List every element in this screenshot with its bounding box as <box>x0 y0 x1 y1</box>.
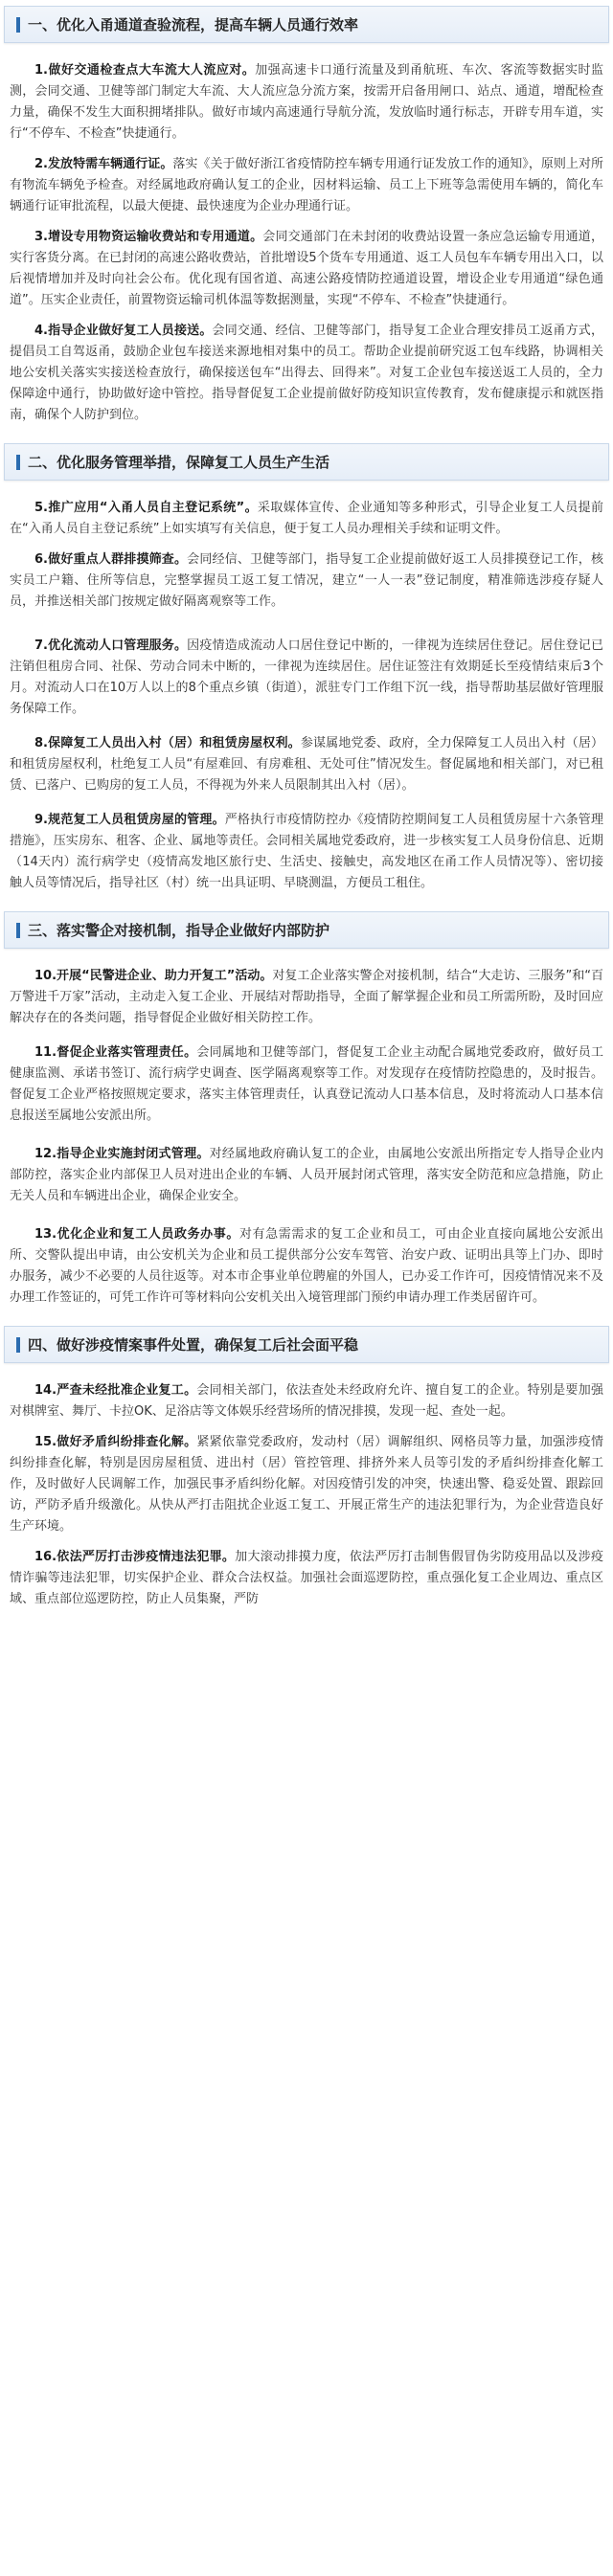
paragraph-lead: 3.增设专用物资运输收费站和专用通道。 <box>34 230 263 244</box>
paragraph-14 <box>10 1380 603 1422</box>
section-heading-3 <box>4 911 609 949</box>
heading-accent-bar <box>16 455 20 470</box>
paragraph-body: 加大滚动排摸力度，依法严厉打击制售假冒伪劣防疫用品以及涉疫情诈骗等违法犯罪，切实保护企业、群众合法权益。加强社会面巡逻防控，重点强化复工企业周边、重点区域、重点部位巡逻防控，防止人员集聚，严防 <box>10 1550 603 1606</box>
paragraph-10 <box>10 966 603 1029</box>
section-heading-text: 一、优化入甬通道查验流程，提高车辆人员通行效率 <box>28 16 359 34</box>
paragraph-lead: 2.发放特需车辆通行证。 <box>34 157 173 171</box>
paragraph-body: 会同属地和卫健等部门，督促复工企业主动配合属地党委政府，做好员工健康监测、承诺书签订、流行病学史调查、医学隔离观察等工作。对发现存在疫情防控隐患的，及时报告。督促复工企业严格按照规定要求，落实主体管理责任，认真登记流动人口基本信息，及时将流动人口基本信息报送至属地公安派出所。 <box>10 1045 603 1123</box>
paragraph-2 <box>10 154 603 217</box>
paragraph-body: 采取媒体宣传、企业通知等多种形式，引导企业复工人员提前在“入甬人员自主登记系统”上如实填写有关信息，便于复工人员办理相关手续和证明文件。 <box>10 501 603 536</box>
paragraph-body: 会同交通、经信、卫健等部门，指导复工企业合理安排员工返甬方式，提倡员工自驾返甬，鼓励企业包车接送来源地相对集中的员工。帮助企业提前研究返工包车线路，协调相关地公安机关落实实接送检查放行，确保接送包车“出得去、回得来”。对复工企业包车接送返工人员的，全力保障途中通行，协助做好途中管控。指导督促复工企业提前做好防疫知识宣传教育，发布健康提示和就医指南，确保个人防护到位。 <box>10 324 603 422</box>
section-heading-1 <box>4 6 609 43</box>
paragraph-body: 对有急需需求的复工企业和员工，可由企业直接向属地公安派出所、交警队提出申请，由公安机关为企业和员工提供部分公安车驾管、治安户政、证明出具等上门办、即时办服务，减少不必要的人员往返等。对本市企事业单位聘雇的外国人，已办妥工作许可，因疫情情况来不及办理工作签证的，可凭工作许可等材料向公安机关出入境管理部门预约申请办理工作类居留许可。 <box>10 1227 603 1305</box>
heading-accent-bar <box>16 1337 20 1353</box>
paragraph-lead: 16.依法严厉打击涉疫情违法犯罪。 <box>34 1550 236 1564</box>
paragraph-lead: 6.做好重点人群排摸筛查。 <box>34 552 188 567</box>
paragraph-lead: 7.优化流动人口管理服务。 <box>34 638 188 653</box>
paragraph-lead: 14.严查未经批准企业复工。 <box>34 1383 197 1398</box>
paragraph-15 <box>10 1432 603 1537</box>
heading-accent-bar <box>16 17 20 33</box>
paragraph-lead: 11.督促企业落实管理责任。 <box>34 1045 197 1060</box>
paragraph-lead: 12.指导企业实施封闭式管理。 <box>34 1147 210 1161</box>
paragraph-4 <box>10 321 603 426</box>
paragraph-lead: 13.优化企业和复工人员政务办事。 <box>34 1227 239 1242</box>
paragraph-5 <box>10 498 603 540</box>
paragraph-body: 加强高速卡口通行流量及到甬航班、车次、客流等数据实时监测，会同交通、卫健等部门制定大车流、大人流应急分流方案，按需开启备用闸口、站点、通道，增配检查力量，确保不发生大面积拥堵排队。做好市域内高速通行导航分流，发放临时通行标志，开辟专用车道，实行“不停车、不检查”快捷通行。 <box>10 63 603 141</box>
paragraph-11 <box>10 1042 603 1127</box>
paragraph-lead: 9.规范复工人员租赁房屋的管理。 <box>34 813 225 827</box>
section-heading-text: 三、落实警企对接机制，指导企业做好内部防护 <box>28 922 330 939</box>
section-heading-text: 四、做好涉疫情案事件处置，确保复工后社会面平稳 <box>28 1336 359 1354</box>
paragraph-body: 落实《关于做好浙江省疫情防控车辆专用通行证发放工作的通知》，原则上对所有物流车辆免予检查。对经属地政府确认复工的企业，因材料运输、员工上下班等急需使用车辆的，简化车辆通行证审批流程，以最大便捷、最快速度为企业办理通行证。 <box>10 157 603 213</box>
paragraph-lead: 4.指导企业做好复工人员接送。 <box>34 324 213 338</box>
paragraph-body: 因疫情造成流动人口居住登记中断的，一律视为连续居住登记。居住登记已注销但租房合同、社保、劳动合同未中断的，一律视为连续居住。居住证签注有效期延长至疫情结束后3个月。对流动人口在10万人以上的8个重点乡镇（街道），派驻专门工作组下沉一线，指导帮助基层做好管理服务保障工作。 <box>10 638 603 716</box>
paragraph-body: 会同经信、卫健等部门，指导复工企业提前做好返工人员排摸登记工作，核实员工户籍、住所等信息，完整掌握员工返工复工情况，建立“一人一表”登记制度，精准筛选涉疫存疑人员，并推送相关部门按规定做好隔离观察等工作。 <box>10 552 603 609</box>
paragraph-lead: 15.做好矛盾纠纷排查化解。 <box>34 1435 197 1449</box>
paragraph-lead: 5.推广应用“入甬人员自主登记系统”。 <box>34 501 258 515</box>
paragraph-body: 参谋属地党委、政府，全力保障复工人员出入村（居）和租赁房屋权利，杜绝复工人员“有屋难回、有房难租、无处可住”情况发生。督促属地和相关部门，对已租赁、已落户、已购房的复工人员，不得视为外来人员限制其出入村（居）。 <box>10 736 603 793</box>
paragraph-body: 会同交通部门在未封闭的收费站设置一条应急运输专用通道，实行客货分离。在已封闭的高速公路收费站，首批增设5个货车专用通道、返工人员包车车辆专用出入口，以后视情增加并及时向社会公布。优化现有国省道、高速公路疫情防控通道设置，增设企业专用通道“绿色通道”。压实企业责任，前置物资运输司机体温等数据测量，实现“不停车、不检查”快捷通行。 <box>10 230 603 307</box>
paragraph-body: 会同相关部门，依法查处未经政府允许、擅自复工的企业。特别是要加强对棋牌室、舞厅、卡拉OK、足浴店等文体娱乐经营场所的情况排摸，发现一起、查处一起。 <box>10 1383 603 1419</box>
paragraph-16 <box>10 1547 603 1610</box>
heading-accent-bar <box>16 923 20 938</box>
paragraph-1 <box>10 60 603 145</box>
paragraph-9 <box>10 810 603 894</box>
paragraph-13 <box>10 1224 603 1309</box>
paragraph-lead: 10.开展“民警进企业、助力开复工”活动。 <box>34 969 273 983</box>
section-heading-text: 二、优化服务管理举措，保障复工人员生产生活 <box>28 454 330 471</box>
paragraph-body: 紧紧依靠党委政府，发动村（居）调解组织、网格员等力量，加强涉疫情纠纷排查化解，特别是因房屋租赁、进出村（居）管控管理、排挤外来人员等引发的矛盾纠纷排查化解工作，及时做好人民调解工作，加强民事矛盾纠纷化解。对因疫情引发的冲突，快速出警、稳妥处置、跟踪回访，严防矛盾升级激化。从快从严打击阻扰企业返工复工、开展正常生产的违法犯罪行为，为企业营造良好生产环境。 <box>10 1435 603 1534</box>
paragraph-7 <box>10 636 603 720</box>
section-heading-4 <box>4 1326 609 1363</box>
paragraph-8 <box>10 733 603 796</box>
paragraph-6 <box>10 549 603 613</box>
section-heading-2 <box>4 443 609 481</box>
paragraph-body: 对经属地政府确认复工的企业，由属地公安派出所指定专人指导企业内部防控，落实企业内部保卫人员对进出企业的车辆、人员开展封闭式管理，落实安全防范和应急措施，防止无关人员和车辆进出企业，确保企业安全。 <box>10 1147 603 1203</box>
paragraph-body: 严格执行市疫情防控办《疫情防控期间复工人员租赁房屋十六条管理措施》，压实房东、租客、企业、属地等责任。会同相关属地党委政府，进一步核实复工人员身份信息、近期（14天内）流行病学史（疫情高发地区旅行史、生活史、接触史，高发地区在甬工作人员情况等）、密切接触人员等情况后，指导社区（村）统一出具证明、早晓测温，方便员工租住。 <box>10 813 603 890</box>
paragraph-lead: 8.保障复工人员出入村（居）和租赁房屋权利。 <box>34 736 301 750</box>
paragraph-3 <box>10 227 603 311</box>
paragraph-lead: 1.做好交通检查点大车流大人流应对。 <box>34 63 256 78</box>
paragraph-body: 对复工企业落实警企对接机制，结合“大走访、三服务”和“百万警进千万家”活动，主动走入复工企业、开展结对帮助指导，全面了解掌握企业和员工所需所盼，及时回应解决存在的各类问题，指导督促企业做好相关防控工作。 <box>10 969 603 1025</box>
paragraph-12 <box>10 1144 603 1207</box>
